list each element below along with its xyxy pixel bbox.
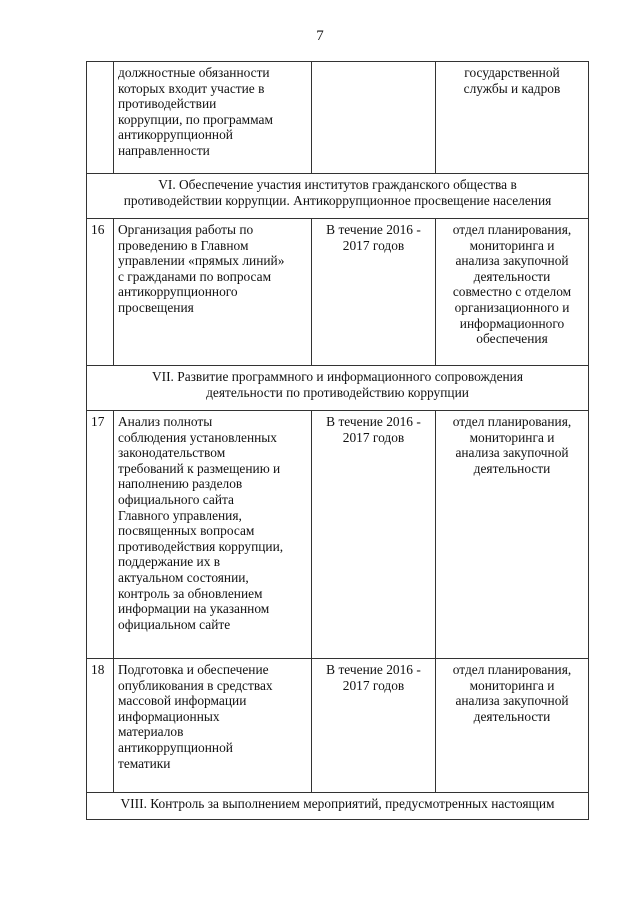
section-row bbox=[87, 366, 589, 411]
section-row bbox=[87, 174, 589, 219]
table-row bbox=[87, 659, 589, 793]
table-row bbox=[87, 411, 589, 659]
item-description: Подготовка и обеспечение опубликования в средствах массовой информации информационных материалов антикоррупционной тематики bbox=[114, 659, 312, 793]
action-plan-table bbox=[86, 61, 589, 820]
table-row bbox=[87, 62, 589, 174]
item-description: Анализ полноты соблюдения установленных законодательством требований к размещению и наполнению разделов официального сайта Главного управления, посвященных вопросам противодействия коррупции, поддержание их в актуальном состоянии, контроль за обновлением информации на указанном официальном сайте bbox=[114, 411, 312, 659]
item-executor: отдел планирования, мониторинга и анализа закупочной деятельности совместно с отделом организационного и информационного обеспечения bbox=[436, 219, 589, 366]
section-heading: VI. Обеспечение участия институтов гражданского общества в противодействии коррупции. Антикоррупционное просвещение населения bbox=[87, 174, 589, 219]
item-number: 18 bbox=[87, 659, 114, 793]
item-deadline bbox=[312, 62, 436, 174]
section-row bbox=[87, 793, 589, 820]
section-heading: VIII. Контроль за выполнением мероприятий, предусмотренных настоящим bbox=[87, 793, 589, 820]
item-description: Организация работы по проведению в Главном управлении «прямых линий» с гражданами по вопросам антикоррупционного просвещения bbox=[114, 219, 312, 366]
section-heading: VII. Развитие программного и информационного сопровождения деятельности по противодействию коррупции bbox=[87, 366, 589, 411]
item-deadline: В течение 2016 - 2017 годов bbox=[312, 219, 436, 366]
item-executor: отдел планирования, мониторинга и анализа закупочной деятельности bbox=[436, 411, 589, 659]
table-row bbox=[87, 219, 589, 366]
item-deadline: В течение 2016 - 2017 годов bbox=[312, 659, 436, 793]
item-description: должностные обязанности которых входит участие в противодействии коррупции, по программам антикоррупционной направленности bbox=[114, 62, 312, 174]
item-number: 16 bbox=[87, 219, 114, 366]
item-deadline: В течение 2016 - 2017 годов bbox=[312, 411, 436, 659]
item-number: 17 bbox=[87, 411, 114, 659]
item-number bbox=[87, 62, 114, 174]
item-executor: государственной службы и кадров bbox=[436, 62, 589, 174]
page-number: 7 bbox=[316, 28, 324, 44]
item-executor: отдел планирования, мониторинга и анализа закупочной деятельности bbox=[436, 659, 589, 793]
